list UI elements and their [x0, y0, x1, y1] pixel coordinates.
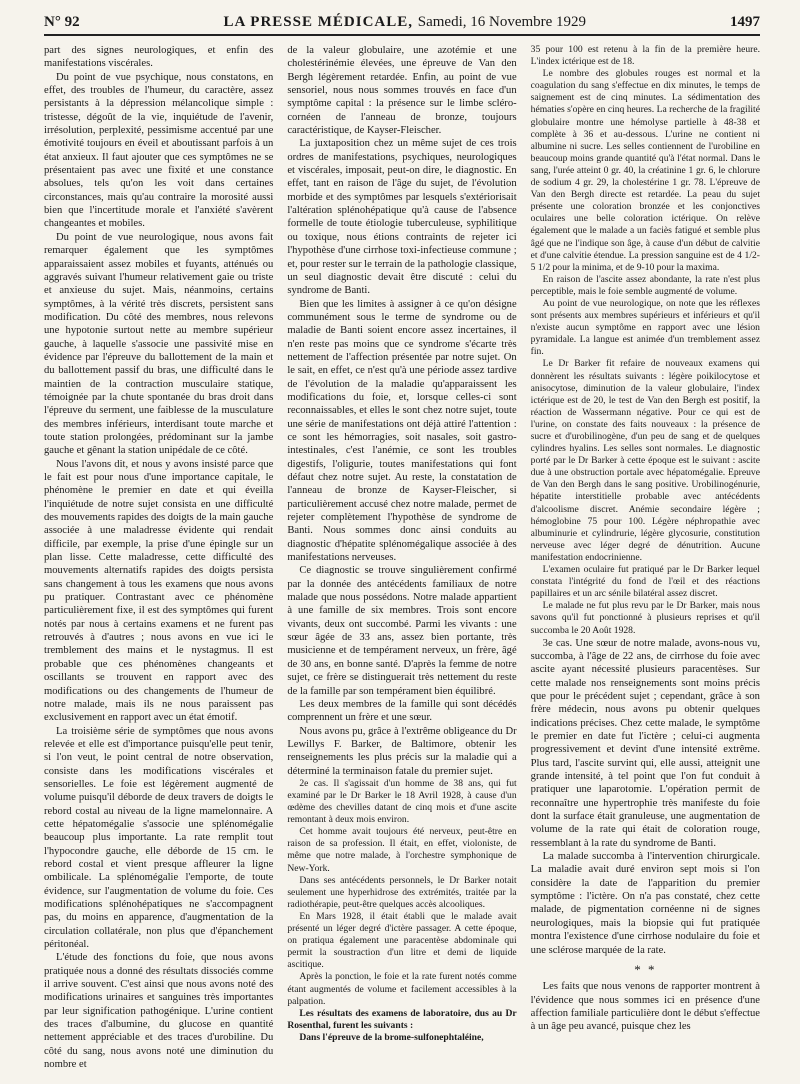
paragraph: Nous l'avons dit, et nous y avons insisté parce que le fait est pour nous d'une importance capitale, le phénomène le premier en date et qui éveilla l'inquiétude de notre sujet consista en une difficulté des mouvements rapides des doigts de la main gauche associée à une maladresse évidente qui rendait difficile, par exemple, la prise d'une épingle sur un plan lisse. Cette maladresse, cette difficulté des mouvements alternatifs rapides des doigts persista sans changement à tous les examens que nous avons pu pratiquer. Contrastant avec ce phénomène particulièrement fixe, il est des symptômes qui furent notés par nous à certains examens et ne furent pas retrouvés à d'autres ; nous avons en vue ici le tremblement des mains et le nystagmus. Il est probable que ces phénomènes changeants et oscillants se trouvent en rapport avec des modifications ou des changements de l'humeur de notre malade, mais ils ne nous paraissent pas exclusivement en rapport avec un état émotif.: [44, 458, 274, 724]
paragraph: Le nombre des globules rouges est normal et la coagulation du sang s'effectue en dix minutes, le temps de saignement est de cinq minutes. La sédimentation des hématies s'opère en cinq heures. La recherche de la fragilité globulaire montre une hémolyse partielle à 48-38 et complète à 36 et au-dessous. L'urine ne contient ni albumine ni sucre. Les selles contiennent de l'urobiline en beaucoup moins grande quantité qu'à l'état normal. Dans le sang, l'urée atteint 0 gr. 40, la créatinine 1 gr. 6, le chlorure de sodium 4 gr. 29, la cholestérine 1 gr. 78. L'épreuve de Van den Bergh directe est retardée. La peau du sujet présente une coloration bronzée et les conjonctives oculaires une belle coloration ictérique. On relève également que le malade a un faciès fatigué et semble plus âgé que ne l'indique son âge, à cause d'un début de calvitie et d'une calvitie étendue. La pression sanguine est de 4 1/2-5 1/2 pour la minima, et de 9-10 pour la maxima.: [530, 68, 760, 273]
paragraph: Dans l'épreuve de la brome-sulfonephtaléine,: [299, 1031, 484, 1043]
paragraph: Les résultats des examens de laboratoire, dus au Dr Rosenthal, furent les suivants :: [287, 1007, 517, 1031]
case-2-report: [287, 778, 516, 1044]
paragraph: Dans ses antécédents personnels, le Dr Barker notait seulement une hyperhidrose des extrémités, traitée par la radiothérapie, peut-être quelques accès alcooliques.: [287, 874, 517, 910]
paragraph: L'examen oculaire fut pratiqué par le Dr Barker lequel constata l'intégrité du fond de l'œil et des réactions papillaires et un arc sénile bilatéral assez discret.: [530, 564, 760, 600]
paragraph: Bien que les limites à assigner à ce qu'on désigne communément sous le terme de syndrome ou de maladie de Banti soient encore assez incertaines, il n'en reste pas moins que ce syndrome s'écarte très nettement de l'affection présentée par notre sujet. On le sait, en effet, ce n'est qu'à une période assez tardive de l'évolution de la maladie qu'apparaissent les modifications du foie, et, lorsque celles-ci sont reconnaissables, et elles le sont chez notre sujet, toute une série de manifestations ont déjà attiré l'attention : ce sont les hémorragies, soit nasales, soit gastro-intestinales, c'est l'anémie, ce sont les troubles digestifs, l'oligurie, toutes manifestations qui font défaut chez notre sujet. Au reste, la constatation de l'anneau de bronze de Kayser-Fleischer, si particulièrement accusé chez notre malade, permet de rejeter complètement l'hypothèse de syndrome de Banti. Nous sommes donc ainsi conduits au diagnostic d'hépatite splénomégalique associée à des manifestations nerveuses.: [287, 298, 517, 564]
paragraph: Du point de vue neurologique, nous avons fait remarquer également que les symptômes apparaissaient assez mobiles et fuyants, atténués ou aggravés suivant l'humeur relativement gaie ou triste et anxieuse du sujet. Mais, néanmoins, certains symptômes, à la vérité très discrets, persistent sans modification. Du côté des membres, nous relevons une hypotonie surtout nette au membre supérieur gauche, à laquelle s'associe une passivité mise en évidence par l'épreuve du ballottement de la main et du ballottement passif du bras, une difficulté dans le maintien de la contraction musculaire statique, témoignée par la chute spontanée du bras droit dans l'épreuve du serment, une faiblesse de la musculature des membres inférieurs, interdisant toute marche et toute station prolongées, prédominant sur la jambe gauche et gênant la station unipédale de ce côté.: [44, 231, 274, 457]
paragraph: 2e cas. Il s'agissait d'un homme de 38 ans, qui fut examiné par le Dr Barker le 18 Avril 1928, à cause d'un œdème des chevilles datant de cinq mois et d'une ascite remontant à deux mois environ.: [287, 777, 517, 826]
paragraph: part des signes neurologiques, et enfin des manifestations viscérales.: [44, 45, 274, 70]
paragraph: Le malade ne fut plus revu par le Dr Barker, mais nous savons qu'il fut ponctionné à plusieurs reprises et qu'il succomba le 20 Août 1928.: [530, 600, 760, 636]
paragraph: Le Dr Barker fit refaire de nouveaux examens qui donnèrent les résultats suivants : légère poikilocytose et anisocytose, diminution de la valeur globulaire, l'index ictérique est de 20, le test de Van den Bergh est positif, la réaction de Wassermann négative. Pour ce qui est de l'urine, on constate des faits nouveaux : la présence de sucre et d'urobilinogène, d'un peu de sang et de quelques cylindres hyalins. Les selles sont normales. Le diagnostic porté par le Dr Barker à cette époque est le suivant : ascite due à une obstruction portale avec hépatomégalie. Epreuve de Van den Bergh dans le sang positive. Urobilinogénurie, hépatite interstitielle probable avec antécédents d'alcoolisme discret. Anémie secondaire légère ; hémoglobine 75 pour 100. Légère néphropathie avec albuminurie et cylindrurie, légère glycosurie, constitution nerveuse avec léger degré de dénutrition. Aucune manifestation endocrinienne.: [530, 358, 760, 563]
column-1: [44, 44, 273, 1084]
paragraph: Du point de vue psychique, nous constatons, en effet, des troubles de l'humeur, du caractère, assez persistants à la dépression mélancolique simple : tristesse, dégoût de la vie, inquiétude de l'avenir, irrésolution, perplexité, pessimisme accentué par une émotivité toujours en éveil et aboutissant parfois à un état anxieux. Il faut ajouter que ces symptômes ne se présentaient pas avec une fixité et une constance absolues, tels qu'on les voit dans certaines circonstances, mais qu'au contraire la morosité aussi bien que l'incertitude morale et l'anxiété s'avèrent changeantes et mobiles.: [44, 71, 274, 230]
paragraph: En Mars 1928, il était établi que le malade avait présenté un léger degré d'ictère passager. A cette époque, on pratiqua également une paracentèse abdominale qui permit la soustraction d'un litre et demi de liquide ascitique.: [287, 910, 517, 971]
case-2-continued: [531, 44, 760, 637]
section-separator: * *: [634, 961, 657, 977]
paragraph: L'étude des fonctions du foie, que nous avons pratiquée nous a donné des résultats dissociés comme il arrive souvent. C'est ainsi que nous avons noté des modifications urinaires et sanguines très importantes par leur signification pathogénique. L'urine contient des traces d'albumine, du glucose en quantité nettement appréciable et des traces d'urobiline. Du côté du sang, nous avons noté une diminution du nombre et: [44, 952, 274, 1071]
page-number: 1497: [730, 14, 760, 30]
issue-number: N° 92: [44, 14, 80, 30]
page-header: [44, 14, 760, 36]
column-2: [287, 44, 516, 1084]
paragraph: de la valeur globulaire, une azotémie et une cholestérinémie élevées, une épreuve de Van den Bergh légèrement retardée. Enfin, au point de vue sensoriel, nous nous sommes trouvés en face d'un symptôme capital : la présence sur le limbe scléro-cornéen de l'anneau de bronze, toujours caractéristique, de Kayser-Fleischer.: [287, 45, 517, 137]
masthead: [224, 14, 587, 31]
column-3: [531, 44, 760, 1084]
paragraph: Nous avons pu, grâce à l'extrême obligeance du Dr Lewillys F. Barker, de Baltimore, obtenir les renseignements les plus précis sur la maladie qui a déterminé la terminaison fatale du premier sujet.: [287, 725, 517, 777]
text-columns: [44, 44, 760, 1084]
paragraph: Ce diagnostic se trouve singulièrement confirmé par la donnée des antécédents familiaux de notre malade que nous possédons. Notre malade appartient à une famille de six membres. Trois sont encore vivants, deux ont succombé. Parmi les vivants : une sœur âgée de 33 ans, assez bien portante, très musicienne et de tempérament nerveux, un frère, âgé de 30 ans, en bonne santé. D'après la femme de notre sujet, ce frère se distinguerait très nettement du reste de la famille par son tempérament bien équilibré.: [287, 565, 517, 697]
paragraph: Les deux membres de la famille qui sont décédés comprennent un frère et une sœur.: [287, 698, 517, 724]
paragraph: La malade succomba à l'intervention chirurgicale. La maladie avait duré environ sept mois si l'on considère la date de l'apparition du premier symptôme : l'ictère. On n'a pas constaté, chez cette malade, de pigmentation cornéenne ni de signes neurologiques, mais la biopsie qui fut pratiquée montra l'existence d'une cirrhose nodulaire du foie et une sclérose marquée de la rate.: [530, 851, 760, 956]
paragraph: Cet homme avait toujours été nerveux, peut-être en raison de sa profession. Il était, en effet, violoniste, de même que notre malade, à l'orchestre symphonique de New-York.: [287, 826, 517, 874]
paragraph: La juxtaposition chez un même sujet de ces trois ordres de manifestations, psychiques, neurologiques et viscérales, imposait, peut-on dire, le diagnostic. En effet, tant en raison de l'âge du sujet, de l'évolution morbide et des symptômes par lesquels s'extériorisait l'altération splénohépatique qu'à cause de l'absence formelle de toute étiologie tuberculeuse, syphilitique ou toxique, nous étions contraints de rejeter ici l'hypothèse d'une cirrhose toxi-infectieuse commune ; et, pour rester sur le terrain de la pathologie classique, un seul diagnostic devait être discuté : celui du syndrome de Banti.: [287, 138, 517, 297]
paragraph: En raison de l'ascite assez abondante, la rate n'est plus perceptible, mais le foie semble augmenté de volume.: [530, 273, 760, 297]
issue-date: Samedi, 16 Novembre 1929: [417, 14, 587, 30]
paragraph: Au point de vue neurologique, on note que les réflexes sont présents aux membres supérieurs et inférieurs et qu'il n'existe aucun symptôme en rapport avec une lésion pyramidale. La langue est animée d'un tremblement assez fin.: [530, 297, 760, 358]
paragraph: 3e cas. Une sœur de notre malade, avons-nous vu, succomba, à l'âge de 22 ans, de cirrhose du foie avec ascite ayant nécessité plusieurs paracentèses. Sur cette malade nos renseignements sont moins précis que pour le précédent sujet ; cependant, grâce à son frère médecin, nous avons pu obtenir quelques indications précises. Chez cette malade, le symptôme le premier en date fut l'ictère ; celui-ci augmenta progressivement et devint d'une intensité extrême. Plus tard, l'ascite survint qui, elle aussi, atteignit une grande intensité, à tel point que l'on fut conduit à pratiquer une laparotomie. L'opération permit de reconnaître une hypertrophie très manifeste du foie dont la surface était granuleuse, une augmentation de volume de la rate qui était de coloration rouge, ressemblant à la rate du syndrome de Banti.: [530, 637, 760, 849]
paragraph: 35 pour 100 est retenu à la fin de la première heure. L'index ictérique est de 18.: [530, 44, 760, 68]
paragraph: Après la ponction, le foie et la rate furent notés comme étant augmentés de volume et facilement accessibles à la palpation.: [287, 971, 517, 1007]
paragraph: La troisième série de symptômes que nous avons relevée et elle est d'importance puisqu'elle peut tenir, si l'on veut, le point central de notre observation, consiste dans les modifications viscérales et sensorielles. Le foie est légèrement augmenté de volume puisqu'il déborde de deux travers de doigts le rebord costal au niveau de la ligne mamelonnaire. A cette hépatomégalie s'associe une splénomégalie beaucoup plus importante. La rate remplit tout l'hypocondre gauche, elle déborde de 15 cm. le rebord costal et vient presque affleurer la ligne ombilicale. La splénomégalie l'emporte, de toute évidence, sur l'augmentation de volume du foie. Ces modifications splénohépatiques ne s'accompagnent pas, du moins en apparence, d'augmentation de la circulation collatérale, non plus que d'épanchement péritonéal.: [44, 725, 274, 951]
journal-title: LA PRESSE MÉDICALE,: [223, 14, 413, 30]
paragraph: Les faits que nous venons de rapporter montrent à l'évidence que nous sommes ici en présence d'une affection familiale particulière dont le début s'effectue à un âge peu avancé, puisque chez les: [530, 981, 760, 1033]
